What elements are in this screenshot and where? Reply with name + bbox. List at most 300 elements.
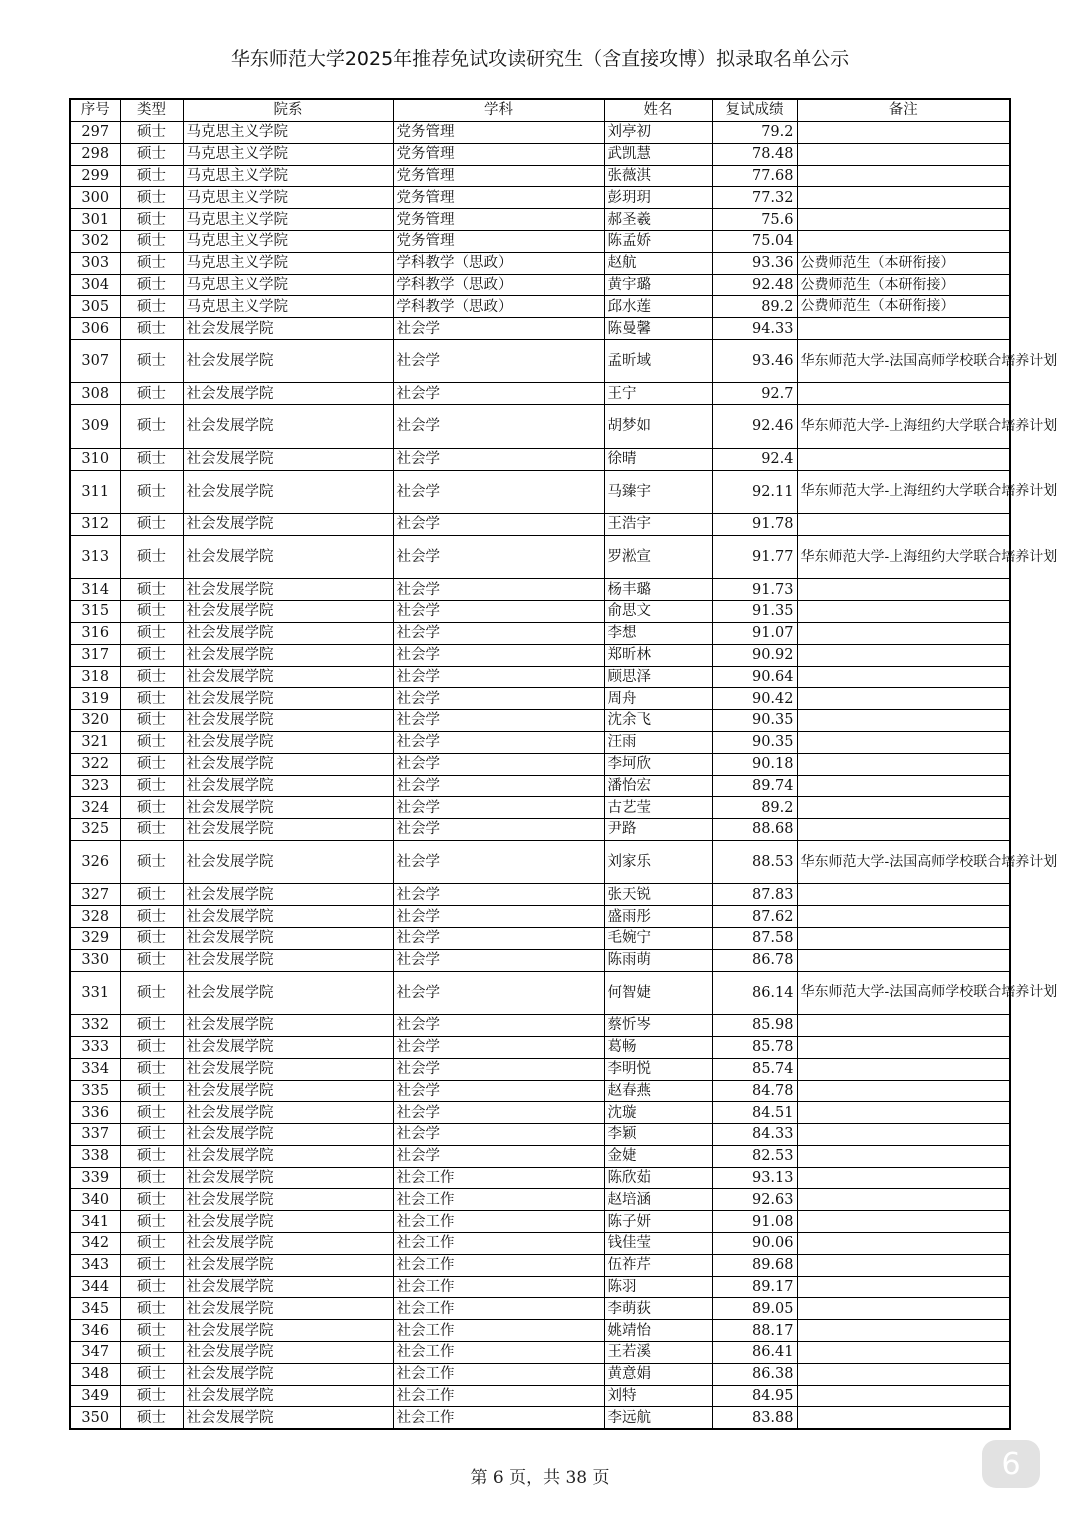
cell-score: 91.78 — [712, 514, 797, 536]
cell-index: 297 — [70, 122, 120, 144]
cell-score: 87.83 — [712, 884, 797, 906]
cell-score: 90.06 — [712, 1233, 797, 1255]
cell-department: 社会发展学院 — [183, 1058, 393, 1080]
cell-remark — [797, 819, 1010, 841]
cell-index: 308 — [70, 383, 120, 405]
cell-type: 硕士 — [120, 1407, 183, 1429]
cell-department: 社会发展学院 — [183, 971, 393, 1015]
cell-discipline: 社会学 — [393, 622, 604, 644]
cell-name: 古艺莹 — [604, 797, 712, 819]
table-row — [70, 1015, 1010, 1037]
cell-remark — [797, 1145, 1010, 1167]
cell-type: 硕士 — [120, 971, 183, 1015]
cell-type: 硕士 — [120, 448, 183, 470]
cell-index: 303 — [70, 252, 120, 274]
cell-remark — [797, 1363, 1010, 1385]
table-header-row — [70, 99, 1010, 122]
cell-score: 89.05 — [712, 1298, 797, 1320]
cell-department: 社会发展学院 — [183, 448, 393, 470]
cell-discipline: 社会学 — [393, 383, 604, 405]
table-row — [70, 1254, 1010, 1276]
cell-index: 309 — [70, 405, 120, 449]
cell-department: 社会发展学院 — [183, 949, 393, 971]
header-type: 类型 — [120, 99, 183, 122]
cell-index: 340 — [70, 1189, 120, 1211]
table-row — [70, 1298, 1010, 1320]
cell-index: 337 — [70, 1124, 120, 1146]
cell-department: 社会发展学院 — [183, 601, 393, 623]
cell-score: 78.48 — [712, 143, 797, 165]
cell-score: 90.92 — [712, 644, 797, 666]
cell-score: 79.2 — [712, 122, 797, 144]
cell-index: 327 — [70, 884, 120, 906]
cell-index: 299 — [70, 165, 120, 187]
cell-discipline: 社会学 — [393, 339, 604, 383]
cell-type: 硕士 — [120, 535, 183, 579]
cell-discipline: 社会学 — [393, 775, 604, 797]
cell-score: 91.07 — [712, 622, 797, 644]
cell-discipline: 社会工作 — [393, 1342, 604, 1364]
cell-score: 93.36 — [712, 252, 797, 274]
cell-score: 86.41 — [712, 1342, 797, 1364]
cell-type: 硕士 — [120, 666, 183, 688]
table-row — [70, 753, 1010, 775]
cell-discipline: 社会学 — [393, 535, 604, 579]
table-row — [70, 143, 1010, 165]
table-row — [70, 1036, 1010, 1058]
cell-discipline: 社会学 — [393, 1080, 604, 1102]
cell-department: 社会发展学院 — [183, 710, 393, 732]
cell-department: 社会发展学院 — [183, 1298, 393, 1320]
cell-department: 社会发展学院 — [183, 1363, 393, 1385]
header-index: 序号 — [70, 99, 120, 122]
cell-score: 88.68 — [712, 819, 797, 841]
cell-remark — [797, 775, 1010, 797]
table-row — [70, 1058, 1010, 1080]
cell-discipline: 党务管理 — [393, 187, 604, 209]
cell-score: 89.17 — [712, 1276, 797, 1298]
cell-score: 91.08 — [712, 1211, 797, 1233]
cell-remark — [797, 122, 1010, 144]
cell-name: 沈余飞 — [604, 710, 712, 732]
cell-discipline: 社会学 — [393, 448, 604, 470]
table-row — [70, 775, 1010, 797]
cell-index: 325 — [70, 819, 120, 841]
cell-remark — [797, 622, 1010, 644]
table-row — [70, 644, 1010, 666]
cell-name: 李颖 — [604, 1124, 712, 1146]
cell-remark — [797, 1276, 1010, 1298]
cell-discipline: 社会工作 — [393, 1363, 604, 1385]
cell-discipline: 社会学 — [393, 906, 604, 928]
page-footer: 第 6 页，共 38 页 — [470, 1468, 610, 1488]
cell-score: 91.73 — [712, 579, 797, 601]
cell-discipline: 社会工作 — [393, 1167, 604, 1189]
table-row — [70, 470, 1010, 514]
cell-index: 333 — [70, 1036, 120, 1058]
cell-index: 305 — [70, 296, 120, 318]
cell-discipline: 社会学 — [393, 949, 604, 971]
cell-name: 胡梦如 — [604, 405, 712, 449]
cell-department: 社会发展学院 — [183, 383, 393, 405]
cell-discipline: 学科教学（思政） — [393, 252, 604, 274]
cell-index: 312 — [70, 514, 120, 536]
cell-type: 硕士 — [120, 1167, 183, 1189]
cell-index: 342 — [70, 1233, 120, 1255]
table-row — [70, 797, 1010, 819]
table-row — [70, 906, 1010, 928]
cell-type: 硕士 — [120, 579, 183, 601]
cell-department: 社会发展学院 — [183, 1102, 393, 1124]
cell-index: 313 — [70, 535, 120, 579]
cell-name: 李坷欣 — [604, 753, 712, 775]
cell-name: 张天锐 — [604, 884, 712, 906]
cell-discipline: 社会学 — [393, 688, 604, 710]
cell-name: 姚靖怡 — [604, 1320, 712, 1342]
cell-remark — [797, 1233, 1010, 1255]
cell-name: 陈欣茹 — [604, 1167, 712, 1189]
cell-type: 硕士 — [120, 1385, 183, 1407]
cell-score: 92.46 — [712, 405, 797, 449]
cell-discipline: 党务管理 — [393, 122, 604, 144]
table-row — [70, 165, 1010, 187]
cell-discipline: 社会学 — [393, 318, 604, 340]
cell-remark — [797, 731, 1010, 753]
cell-discipline: 社会学 — [393, 1058, 604, 1080]
cell-type: 硕士 — [120, 318, 183, 340]
cell-type: 硕士 — [120, 731, 183, 753]
cell-remark — [797, 1407, 1010, 1429]
cell-department: 社会发展学院 — [183, 1254, 393, 1276]
cell-name: 黄宇璐 — [604, 274, 712, 296]
cell-department: 社会发展学院 — [183, 1233, 393, 1255]
cell-index: 344 — [70, 1276, 120, 1298]
cell-remark: 公费师范生（本研衔接） — [797, 296, 1010, 318]
cell-department: 社会发展学院 — [183, 819, 393, 841]
cell-name: 蔡忻岑 — [604, 1015, 712, 1037]
cell-name: 赵培涵 — [604, 1189, 712, 1211]
header-remark: 备注 — [797, 99, 1010, 122]
cell-department: 马克思主义学院 — [183, 187, 393, 209]
cell-remark — [797, 448, 1010, 470]
cell-discipline: 党务管理 — [393, 143, 604, 165]
cell-index: 307 — [70, 339, 120, 383]
cell-type: 硕士 — [120, 1080, 183, 1102]
cell-index: 328 — [70, 906, 120, 928]
table-row — [70, 1407, 1010, 1429]
cell-remark — [797, 1102, 1010, 1124]
cell-index: 302 — [70, 230, 120, 252]
cell-type: 硕士 — [120, 339, 183, 383]
cell-remark — [797, 928, 1010, 950]
cell-department: 社会发展学院 — [183, 840, 393, 884]
cell-department: 马克思主义学院 — [183, 274, 393, 296]
cell-type: 硕士 — [120, 165, 183, 187]
cell-type: 硕士 — [120, 928, 183, 950]
cell-index: 335 — [70, 1080, 120, 1102]
cell-remark — [797, 710, 1010, 732]
cell-name: 伍祚芹 — [604, 1254, 712, 1276]
table-row — [70, 840, 1010, 884]
cell-type: 硕士 — [120, 1363, 183, 1385]
cell-department: 马克思主义学院 — [183, 165, 393, 187]
cell-name: 李想 — [604, 622, 712, 644]
cell-score: 90.35 — [712, 710, 797, 732]
cell-remark: 华东师范大学-上海纽约大学联合培养计划 — [797, 535, 1010, 579]
cell-department: 马克思主义学院 — [183, 230, 393, 252]
table-row — [70, 949, 1010, 971]
cell-remark — [797, 1036, 1010, 1058]
cell-remark — [797, 1342, 1010, 1364]
cell-remark — [797, 1015, 1010, 1037]
cell-index: 345 — [70, 1298, 120, 1320]
cell-type: 硕士 — [120, 1254, 183, 1276]
cell-name: 陈曼馨 — [604, 318, 712, 340]
header-score: 复试成绩 — [712, 99, 797, 122]
cell-index: 341 — [70, 1211, 120, 1233]
cell-remark — [797, 666, 1010, 688]
cell-type: 硕士 — [120, 1276, 183, 1298]
table-row — [70, 731, 1010, 753]
cell-remark — [797, 143, 1010, 165]
cell-type: 硕士 — [120, 1320, 183, 1342]
cell-discipline: 社会学 — [393, 753, 604, 775]
cell-index: 317 — [70, 644, 120, 666]
cell-remark — [797, 1058, 1010, 1080]
cell-remark — [797, 688, 1010, 710]
cell-index: 348 — [70, 1363, 120, 1385]
cell-score: 87.62 — [712, 906, 797, 928]
table-row — [70, 1102, 1010, 1124]
table-row — [70, 383, 1010, 405]
cell-type: 硕士 — [120, 383, 183, 405]
cell-department: 社会发展学院 — [183, 535, 393, 579]
cell-remark — [797, 884, 1010, 906]
cell-type: 硕士 — [120, 644, 183, 666]
cell-name: 徐晴 — [604, 448, 712, 470]
cell-name: 郝圣羲 — [604, 209, 712, 231]
cell-type: 硕士 — [120, 1145, 183, 1167]
cell-name: 陈雨萌 — [604, 949, 712, 971]
table-row — [70, 622, 1010, 644]
cell-discipline: 社会工作 — [393, 1189, 604, 1211]
cell-discipline: 社会学 — [393, 666, 604, 688]
cell-discipline: 社会工作 — [393, 1407, 604, 1429]
table-body — [70, 122, 1058, 1430]
cell-score: 94.33 — [712, 318, 797, 340]
cell-type: 硕士 — [120, 1015, 183, 1037]
cell-remark — [797, 644, 1010, 666]
cell-remark: 公费师范生（本研衔接） — [797, 252, 1010, 274]
cell-type: 硕士 — [120, 230, 183, 252]
cell-name: 刘家乐 — [604, 840, 712, 884]
table-row — [70, 1167, 1010, 1189]
cell-index: 322 — [70, 753, 120, 775]
cell-type: 硕士 — [120, 274, 183, 296]
cell-remark: 华东师范大学-上海纽约大学联合培养计划 — [797, 470, 1010, 514]
cell-discipline: 社会学 — [393, 731, 604, 753]
cell-department: 社会发展学院 — [183, 1189, 393, 1211]
table-row — [70, 710, 1010, 732]
cell-type: 硕士 — [120, 470, 183, 514]
cell-name: 毛婉宁 — [604, 928, 712, 950]
page-number-badge: 6 — [982, 1440, 1040, 1488]
cell-discipline: 社会学 — [393, 797, 604, 819]
table-row — [70, 514, 1010, 536]
cell-type: 硕士 — [120, 1124, 183, 1146]
cell-name: 沈璇 — [604, 1102, 712, 1124]
cell-type: 硕士 — [120, 601, 183, 623]
cell-name: 刘亭初 — [604, 122, 712, 144]
cell-score: 91.35 — [712, 601, 797, 623]
cell-discipline: 社会学 — [393, 1015, 604, 1037]
cell-remark — [797, 601, 1010, 623]
cell-type: 硕士 — [120, 710, 183, 732]
cell-department: 社会发展学院 — [183, 318, 393, 340]
cell-department: 社会发展学院 — [183, 775, 393, 797]
cell-index: 311 — [70, 470, 120, 514]
table-row — [70, 339, 1010, 383]
cell-type: 硕士 — [120, 1058, 183, 1080]
cell-score: 92.7 — [712, 383, 797, 405]
cell-discipline: 社会工作 — [393, 1320, 604, 1342]
cell-type: 硕士 — [120, 753, 183, 775]
cell-department: 社会发展学院 — [183, 884, 393, 906]
cell-name: 何智婕 — [604, 971, 712, 1015]
cell-score: 93.46 — [712, 339, 797, 383]
cell-name: 俞思文 — [604, 601, 712, 623]
cell-name: 潘怡宏 — [604, 775, 712, 797]
cell-discipline: 社会学 — [393, 710, 604, 732]
document-title: 华东师范大学2025年推荐免试攻读研究生（含直接攻博）拟录取名单公示 — [230, 48, 850, 70]
cell-discipline: 社会学 — [393, 644, 604, 666]
cell-index: 301 — [70, 209, 120, 231]
cell-name: 陈孟娇 — [604, 230, 712, 252]
cell-type: 硕士 — [120, 1298, 183, 1320]
cell-remark — [797, 1211, 1010, 1233]
cell-remark — [797, 1189, 1010, 1211]
cell-name: 彭玥玥 — [604, 187, 712, 209]
table-row — [70, 274, 1010, 296]
cell-department: 社会发展学院 — [183, 731, 393, 753]
cell-remark — [797, 1167, 1010, 1189]
cell-score: 84.51 — [712, 1102, 797, 1124]
cell-name: 尹路 — [604, 819, 712, 841]
cell-discipline: 党务管理 — [393, 209, 604, 231]
cell-type: 硕士 — [120, 122, 183, 144]
cell-remark — [797, 1124, 1010, 1146]
cell-discipline: 社会学 — [393, 884, 604, 906]
cell-score: 91.77 — [712, 535, 797, 579]
table-row — [70, 1233, 1010, 1255]
cell-discipline: 社会工作 — [393, 1298, 604, 1320]
table-row — [70, 579, 1010, 601]
cell-name: 李远航 — [604, 1407, 712, 1429]
cell-discipline: 社会学 — [393, 579, 604, 601]
cell-index: 318 — [70, 666, 120, 688]
admission-table — [69, 98, 1058, 1430]
cell-name: 刘特 — [604, 1385, 712, 1407]
cell-type: 硕士 — [120, 187, 183, 209]
cell-index: 336 — [70, 1102, 120, 1124]
cell-discipline: 党务管理 — [393, 165, 604, 187]
cell-remark — [797, 579, 1010, 601]
cell-type: 硕士 — [120, 1102, 183, 1124]
cell-discipline: 社会学 — [393, 1124, 604, 1146]
cell-department: 社会发展学院 — [183, 666, 393, 688]
cell-department: 社会发展学院 — [183, 1124, 393, 1146]
cell-index: 329 — [70, 928, 120, 950]
table-row — [70, 1342, 1010, 1364]
cell-type: 硕士 — [120, 949, 183, 971]
cell-type: 硕士 — [120, 797, 183, 819]
cell-name: 钱佳莹 — [604, 1233, 712, 1255]
cell-name: 周舟 — [604, 688, 712, 710]
cell-index: 330 — [70, 949, 120, 971]
cell-department: 社会发展学院 — [183, 339, 393, 383]
cell-score: 92.48 — [712, 274, 797, 296]
cell-remark — [797, 318, 1010, 340]
cell-index: 319 — [70, 688, 120, 710]
cell-remark — [797, 906, 1010, 928]
cell-index: 321 — [70, 731, 120, 753]
cell-remark — [797, 187, 1010, 209]
cell-index: 310 — [70, 448, 120, 470]
cell-score: 77.68 — [712, 165, 797, 187]
cell-department: 社会发展学院 — [183, 1145, 393, 1167]
cell-remark — [797, 165, 1010, 187]
cell-department: 马克思主义学院 — [183, 209, 393, 231]
cell-score: 93.13 — [712, 1167, 797, 1189]
table-row — [70, 187, 1010, 209]
cell-index: 346 — [70, 1320, 120, 1342]
cell-type: 硕士 — [120, 1036, 183, 1058]
cell-discipline: 社会工作 — [393, 1233, 604, 1255]
cell-name: 李萌荻 — [604, 1298, 712, 1320]
table-row — [70, 1145, 1010, 1167]
cell-remark — [797, 753, 1010, 775]
cell-type: 硕士 — [120, 252, 183, 274]
cell-type: 硕士 — [120, 405, 183, 449]
table-row — [70, 230, 1010, 252]
cell-remark — [797, 209, 1010, 231]
cell-name: 盛雨彤 — [604, 906, 712, 928]
cell-department: 社会发展学院 — [183, 753, 393, 775]
table-row — [70, 1385, 1010, 1407]
cell-department: 社会发展学院 — [183, 1015, 393, 1037]
cell-department: 社会发展学院 — [183, 622, 393, 644]
cell-index: 332 — [70, 1015, 120, 1037]
cell-score: 82.53 — [712, 1145, 797, 1167]
cell-name: 陈子妍 — [604, 1211, 712, 1233]
table-row — [70, 1080, 1010, 1102]
cell-department: 马克思主义学院 — [183, 122, 393, 144]
cell-remark — [797, 1298, 1010, 1320]
cell-discipline: 学科教学（思政） — [393, 274, 604, 296]
cell-score: 89.68 — [712, 1254, 797, 1276]
header-discipline: 学科 — [393, 99, 604, 122]
cell-name: 武凯慧 — [604, 143, 712, 165]
cell-discipline: 社会学 — [393, 470, 604, 514]
cell-index: 300 — [70, 187, 120, 209]
cell-discipline: 党务管理 — [393, 230, 604, 252]
cell-remark — [797, 1254, 1010, 1276]
cell-index: 304 — [70, 274, 120, 296]
cell-department: 社会发展学院 — [183, 405, 393, 449]
table-row — [70, 819, 1010, 841]
cell-remark — [797, 1320, 1010, 1342]
cell-type: 硕士 — [120, 819, 183, 841]
